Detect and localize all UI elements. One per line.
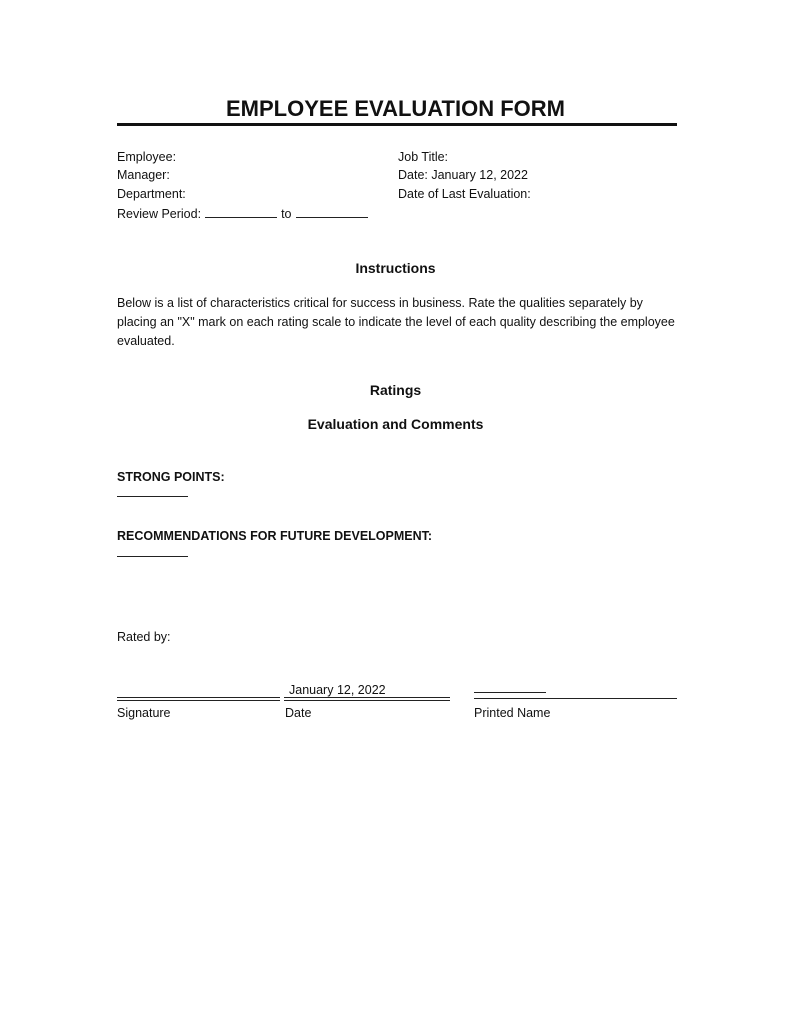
employee-field: Employee: <box>117 150 177 164</box>
signature-line-bottom <box>117 700 280 701</box>
strong-points-label: STRONG POINTS: <box>117 470 225 484</box>
signature-line-top <box>117 697 280 698</box>
ratings-heading: Ratings <box>369 382 422 398</box>
date-field: Date: January 12, 2022 <box>398 168 528 182</box>
signature-caption: Signature <box>117 706 171 720</box>
review-period-field <box>117 206 372 222</box>
signoff-date-value: January 12, 2022 <box>289 683 386 697</box>
document-title: EMPLOYEE EVALUATION FORM <box>226 96 565 121</box>
review-period-start-blank <box>205 206 277 218</box>
department-field: Department: <box>117 187 186 201</box>
date-line-bottom <box>284 700 450 701</box>
printed-name-line <box>474 698 677 699</box>
rated-by-label: Rated by: <box>117 630 171 644</box>
review-period-to: to <box>281 207 292 221</box>
last-evaluation-field: Date of Last Evaluation: <box>398 187 531 201</box>
recommendations-blank <box>117 556 188 557</box>
recommendations-label: RECOMMENDATIONS FOR FUTURE DEVELOPMENT: <box>117 529 433 543</box>
job-title-field: Job Title: <box>398 150 449 164</box>
instructions-heading: Instructions <box>355 260 436 276</box>
printed-name-short-line <box>474 692 546 693</box>
review-period-label: Review Period: <box>117 207 202 221</box>
manager-field: Manager: <box>117 168 170 182</box>
printed-name-caption: Printed Name <box>474 706 551 720</box>
date-caption: Date <box>285 706 312 720</box>
strong-points-blank <box>117 496 188 497</box>
review-period-end-blank <box>296 206 368 218</box>
title-divider <box>117 123 677 126</box>
date-line-top <box>284 697 450 698</box>
evaluation-subheading: Evaluation and Comments <box>307 416 484 432</box>
instructions-text: Below is a list of characteristics critical for success in business. Rate the qualities separately by placing an "X" mark on each rating scale to indicate the level of each quality describing the employee evaluated. <box>117 296 675 348</box>
